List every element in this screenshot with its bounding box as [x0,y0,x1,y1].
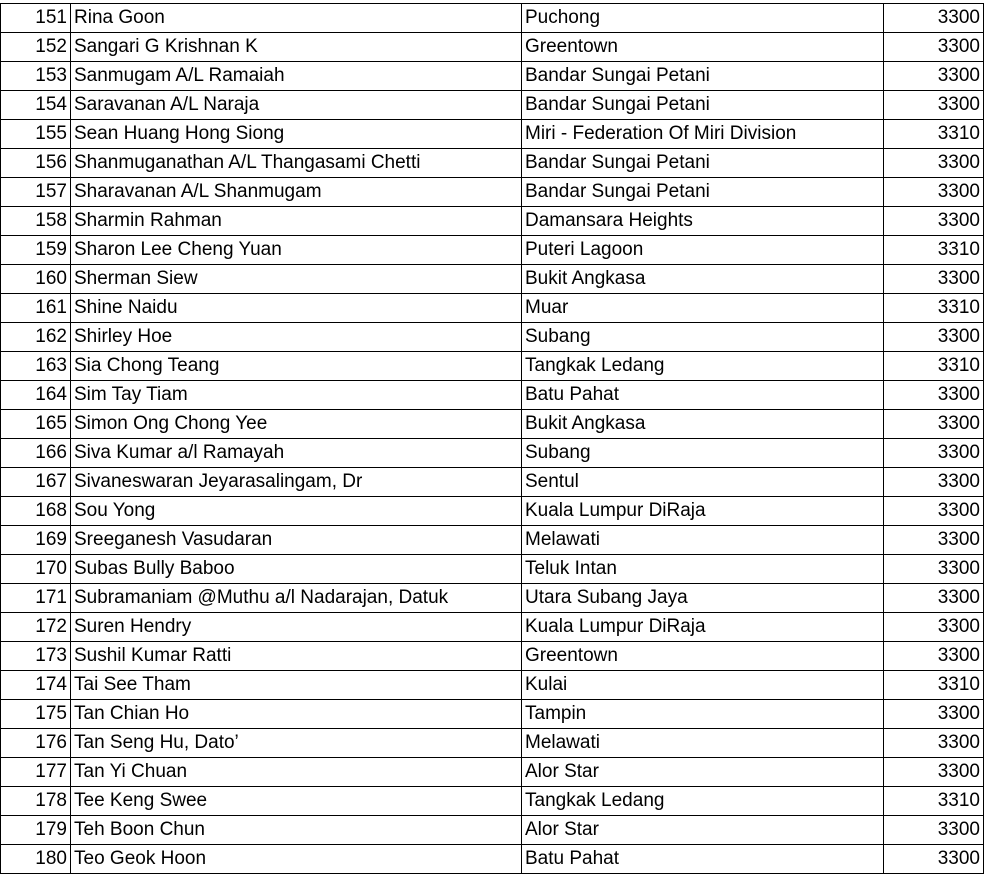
member-name-cell[interactable]: Tee Keng Swee [71,787,522,816]
member-name-cell[interactable]: Sushil Kumar Ratti [71,642,522,671]
table-row [1,439,984,468]
member-name-cell[interactable]: Suren Hendry [71,613,522,642]
code-cell[interactable]: 3300 [884,700,984,729]
code-cell[interactable]: 3300 [884,62,984,91]
code-cell[interactable]: 3300 [884,149,984,178]
code-cell[interactable]: 3300 [884,816,984,845]
table-row [1,91,984,120]
row-number-cell[interactable]: 160 [1,265,71,294]
member-name-cell[interactable]: Tai See Tham [71,671,522,700]
row-number-cell[interactable]: 159 [1,236,71,265]
row-number-cell[interactable]: 164 [1,381,71,410]
row-number-cell[interactable]: 155 [1,120,71,149]
member-name-cell[interactable]: Teo Geok Hoon [71,845,522,874]
code-cell[interactable]: 3310 [884,294,984,323]
table-row [1,178,984,207]
row-number-cell[interactable]: 156 [1,149,71,178]
location-cell[interactable]: Tampin [522,700,884,729]
row-number-cell[interactable]: 178 [1,787,71,816]
table-row [1,352,984,381]
table-row [1,613,984,642]
member-name-cell[interactable]: Subramaniam @Muthu a/l Nadarajan, Datuk [71,584,522,613]
member-table-body [1,4,984,874]
table-row [1,845,984,874]
row-number-cell[interactable]: 154 [1,91,71,120]
code-cell[interactable]: 3300 [884,178,984,207]
code-cell[interactable]: 3300 [884,91,984,120]
member-name-cell[interactable]: Sean Huang Hong Siong [71,120,522,149]
row-number-cell[interactable]: 162 [1,323,71,352]
location-cell[interactable]: Tangkak Ledang [522,352,884,381]
member-name-cell[interactable]: Saravanan A/L Naraja [71,91,522,120]
table-row [1,410,984,439]
table-row [1,149,984,178]
table-row [1,33,984,62]
table-row [1,787,984,816]
member-name-cell[interactable]: Sou Yong [71,497,522,526]
location-cell[interactable]: Batu Pahat [522,381,884,410]
code-cell[interactable]: 3300 [884,207,984,236]
location-cell[interactable]: Teluk Intan [522,555,884,584]
table-row [1,555,984,584]
location-cell[interactable]: Bandar Sungai Petani [522,91,884,120]
table-row [1,671,984,700]
row-number-cell[interactable]: 174 [1,671,71,700]
member-name-cell[interactable]: Simon Ong Chong Yee [71,410,522,439]
code-cell[interactable]: 3300 [884,845,984,874]
code-cell[interactable]: 3300 [884,439,984,468]
location-cell[interactable]: Bandar Sungai Petani [522,149,884,178]
location-cell[interactable]: Tangkak Ledang [522,787,884,816]
member-name-cell[interactable]: Sharavanan A/L Shanmugam [71,178,522,207]
table-row [1,729,984,758]
code-cell[interactable]: 3300 [884,497,984,526]
code-cell[interactable]: 3310 [884,120,984,149]
code-cell[interactable]: 3300 [884,758,984,787]
code-cell[interactable]: 3300 [884,729,984,758]
member-name-cell[interactable]: Tan Yi Chuan [71,758,522,787]
member-name-cell[interactable]: Tan Chian Ho [71,700,522,729]
table-row [1,62,984,91]
member-name-cell[interactable]: Sivaneswaran Jeyarasalingam, Dr [71,468,522,497]
member-name-cell[interactable]: Sharmin Rahman [71,207,522,236]
location-cell[interactable]: Miri - Federation Of Miri Division [522,120,884,149]
row-number-cell[interactable]: 171 [1,584,71,613]
location-cell[interactable]: Kuala Lumpur DiRaja [522,613,884,642]
row-number-cell[interactable]: 153 [1,62,71,91]
code-cell[interactable]: 3300 [884,381,984,410]
row-number-cell[interactable]: 169 [1,526,71,555]
table-row [1,497,984,526]
code-cell[interactable]: 3300 [884,584,984,613]
location-cell[interactable]: Bukit Angkasa [522,265,884,294]
code-cell[interactable]: 3300 [884,613,984,642]
member-name-cell[interactable]: Rina Goon [71,4,522,33]
row-number-cell[interactable]: 173 [1,642,71,671]
code-cell[interactable]: 3300 [884,468,984,497]
row-number-cell[interactable]: 175 [1,700,71,729]
location-cell[interactable]: Batu Pahat [522,845,884,874]
row-number-cell[interactable]: 176 [1,729,71,758]
location-cell[interactable]: Melawati [522,729,884,758]
row-number-cell[interactable]: 151 [1,4,71,33]
row-number-cell[interactable]: 157 [1,178,71,207]
member-name-cell[interactable]: Sangari G Krishnan K [71,33,522,62]
member-name-cell[interactable]: Siva Kumar a/l Ramayah [71,439,522,468]
code-cell[interactable]: 3300 [884,526,984,555]
row-number-cell[interactable]: 158 [1,207,71,236]
code-cell[interactable]: 3300 [884,323,984,352]
member-name-cell[interactable]: Sharon Lee Cheng Yuan [71,236,522,265]
code-cell[interactable]: 3300 [884,555,984,584]
member-name-cell[interactable]: Shine Naidu [71,294,522,323]
table-row [1,4,984,33]
member-table [0,3,984,874]
table-row [1,294,984,323]
row-number-cell[interactable]: 166 [1,439,71,468]
row-number-cell[interactable]: 165 [1,410,71,439]
member-name-cell[interactable]: Sherman Siew [71,265,522,294]
table-row [1,758,984,787]
location-cell[interactable]: Kuala Lumpur DiRaja [522,497,884,526]
table-row [1,584,984,613]
table-row [1,236,984,265]
row-number-cell[interactable]: 152 [1,33,71,62]
table-row [1,816,984,845]
code-cell[interactable]: 3310 [884,671,984,700]
member-name-cell[interactable]: Shanmuganathan A/L Thangasami Chetti [71,149,522,178]
row-number-cell[interactable]: 161 [1,294,71,323]
code-cell[interactable]: 3300 [884,642,984,671]
location-cell[interactable]: Bandar Sungai Petani [522,178,884,207]
row-number-cell[interactable]: 179 [1,816,71,845]
location-cell[interactable]: Alor Star [522,758,884,787]
table-row [1,468,984,497]
row-number-cell[interactable]: 177 [1,758,71,787]
code-cell[interactable]: 3300 [884,265,984,294]
row-number-cell[interactable]: 168 [1,497,71,526]
member-name-cell[interactable]: Shirley Hoe [71,323,522,352]
code-cell[interactable]: 3300 [884,410,984,439]
member-name-cell[interactable]: Sanmugam A/L Ramaiah [71,62,522,91]
member-name-cell[interactable]: Teh Boon Chun [71,816,522,845]
code-cell[interactable]: 3300 [884,33,984,62]
location-cell[interactable]: Bandar Sungai Petani [522,62,884,91]
row-number-cell[interactable]: 172 [1,613,71,642]
table-row [1,323,984,352]
location-cell[interactable]: Alor Star [522,816,884,845]
location-cell[interactable]: Sentul [522,468,884,497]
location-cell[interactable]: Subang [522,439,884,468]
table-row [1,120,984,149]
member-name-cell[interactable]: Sim Tay Tiam [71,381,522,410]
table-row [1,265,984,294]
location-cell[interactable]: Subang [522,323,884,352]
location-cell[interactable]: Utara Subang Jaya [522,584,884,613]
table-row [1,642,984,671]
member-name-cell[interactable]: Tan Seng Hu, Dato’ [71,729,522,758]
code-cell[interactable]: 3300 [884,4,984,33]
table-row [1,700,984,729]
location-cell[interactable]: Greentown [522,642,884,671]
location-cell[interactable]: Bukit Angkasa [522,410,884,439]
code-cell[interactable]: 3310 [884,352,984,381]
member-name-cell[interactable]: Subas Bully Baboo [71,555,522,584]
table-row [1,526,984,555]
row-number-cell[interactable]: 163 [1,352,71,381]
row-number-cell[interactable]: 167 [1,468,71,497]
code-cell[interactable]: 3310 [884,787,984,816]
row-number-cell[interactable]: 180 [1,845,71,874]
member-name-cell[interactable]: Sia Chong Teang [71,352,522,381]
location-cell[interactable]: Kulai [522,671,884,700]
row-number-cell[interactable]: 170 [1,555,71,584]
code-cell[interactable]: 3310 [884,236,984,265]
location-cell[interactable]: Muar [522,294,884,323]
location-cell[interactable]: Melawati [522,526,884,555]
location-cell[interactable]: Puteri Lagoon [522,236,884,265]
table-row [1,207,984,236]
location-cell[interactable]: Greentown [522,33,884,62]
location-cell[interactable]: Damansara Heights [522,207,884,236]
member-name-cell[interactable]: Sreeganesh Vasudaran [71,526,522,555]
location-cell[interactable]: Puchong [522,4,884,33]
table-row [1,381,984,410]
